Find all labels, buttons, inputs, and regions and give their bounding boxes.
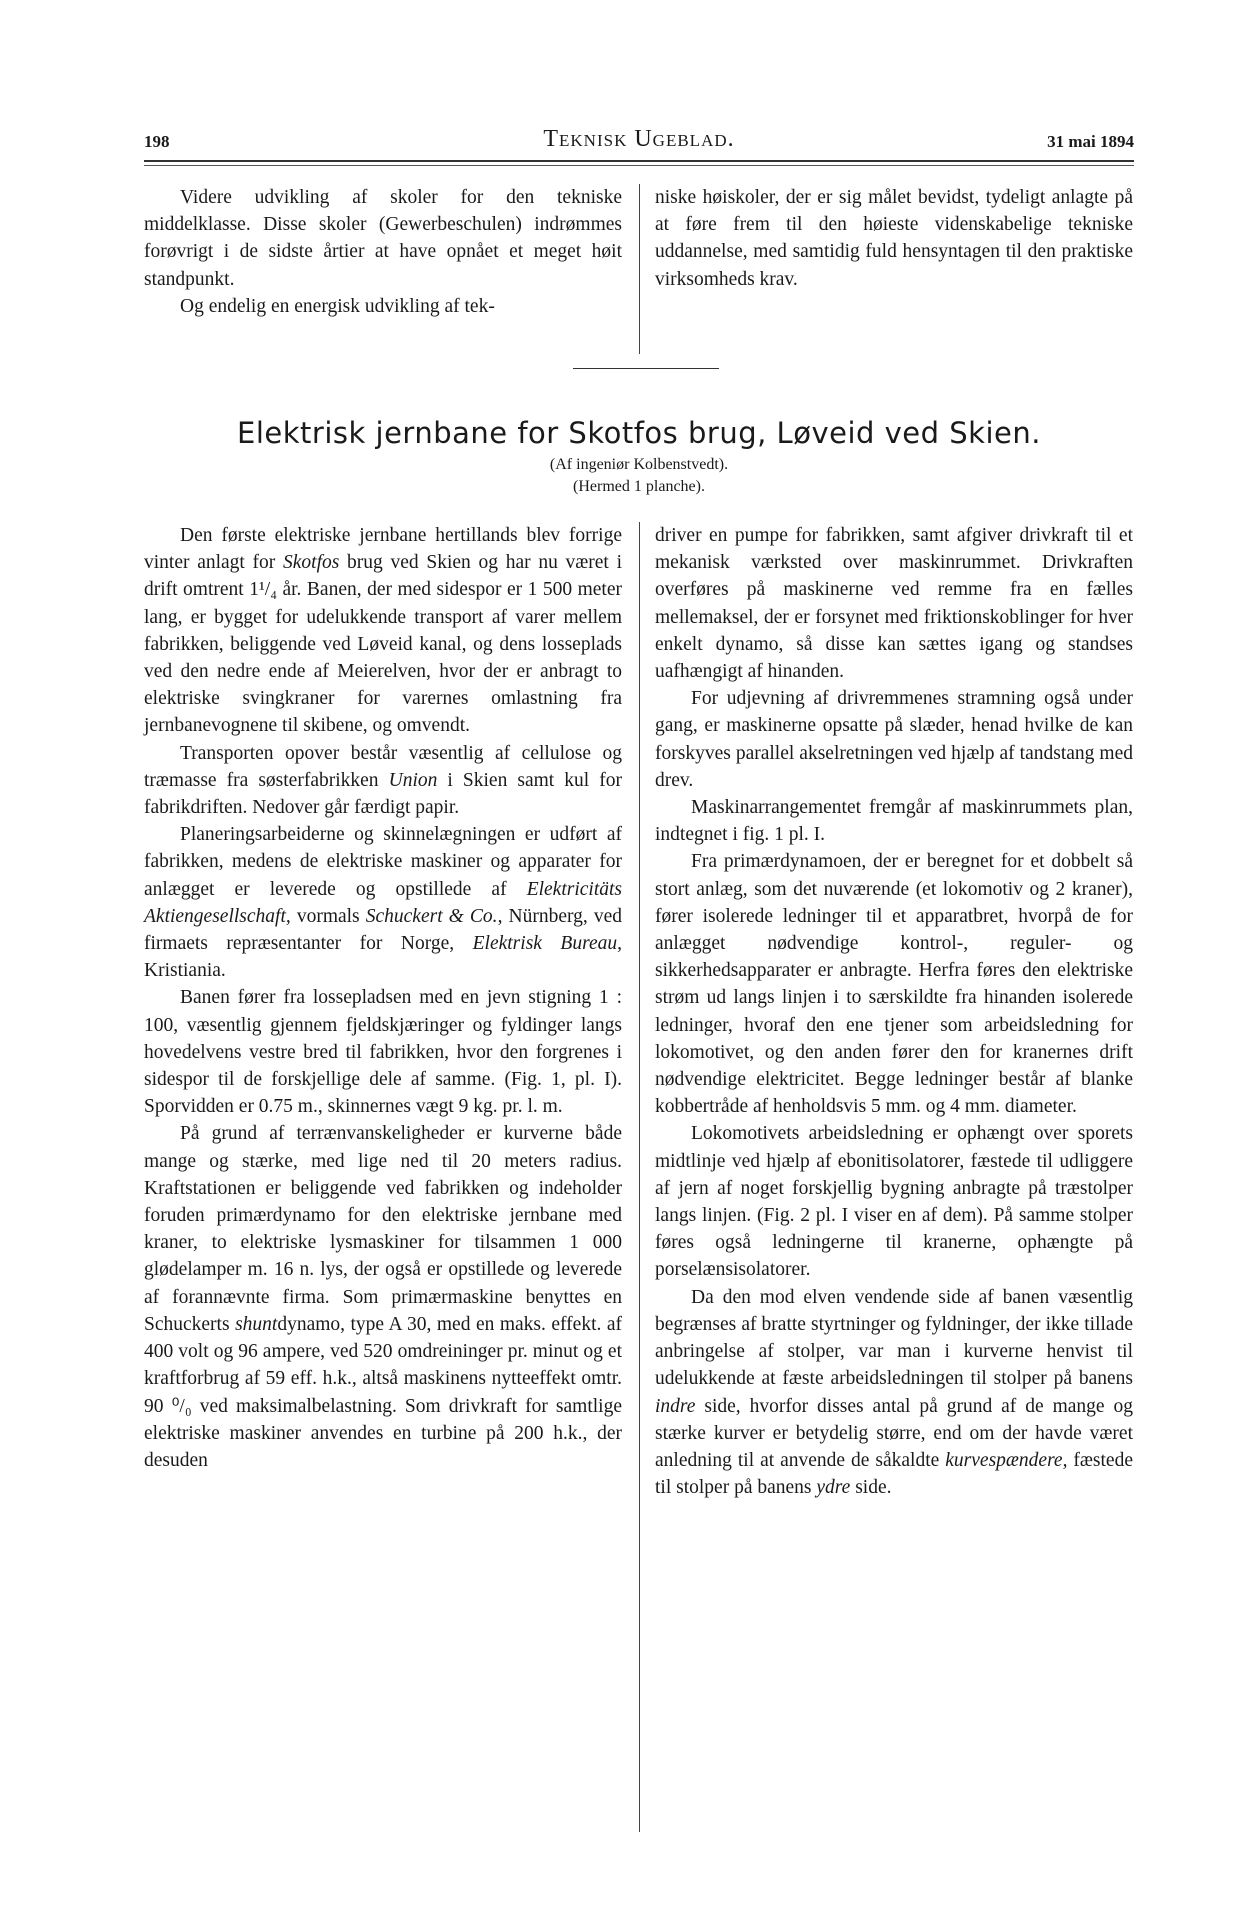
text-run: i Skien samt kul for fabrikdriften. Nedover går færdigt papir. [144,769,622,819]
header-rule [144,160,1134,166]
intro-left-column [144,184,622,320]
article-right-column [655,522,1133,1501]
page-number: 198 [144,132,170,151]
text-run: , Nürnberg, ved firmaets repræsentanter for Norge, [144,905,622,955]
article-paragraph [144,522,622,740]
article-paragraph: driver en pumpe for fabrikken, samt afgiver drivkraft til et mekanisk værksted over maskinrummet. Drivkraften overføres på maskinerne ved remme fra en fælles mellemaksel, der er forsynet med friktionskoblinger for hver enkelt dynamo, så disse kan sættes igang og standses uafhængigt af hinanden. [655,525,1133,683]
article-paragraph [655,1284,1133,1502]
article-paragraph: Lokomotivets arbeidsledning er ophængt over sporets midtlinje ved hjælp af ebonitisolatorer, fæstede til udliggere af jern af noget forskjellig bygning anbragte på træstolper langs linjen. (Fig. 2 pl. I viser en af dem). På samme stolper føres også ledningerne til kranerne, ophængte på porselænsisolatorer. [655,1123,1133,1281]
article-paragraph [144,740,622,822]
italic-run: Elektrisk Bureau, [472,933,622,955]
article-paragraph: Fra primærdynamoen, der er beregnet for et dobbelt så stort anlæg, som det nuværende (et lokomotiv og 2 kraner), fører isolerede ledninger til et apparatbret, hvorpå de for anlægget nødvendige kontrol-, reguler- og sikkerhedsapparater er anbragte. Herfra føres den elektriske strøm ud langs linjen i to særskildte fra hinanden isolerede ledninger, hvoraf den ene tjener som arbeidsledning for lokomotivet, og den anden fører den for kranernes drift nødvendige elektricitet. Begge ledninger består af blanke kobbertråde af henholdsvis 5 mm. og 4 mm. diameter. [655,851,1133,1118]
italic-run: indre [655,1395,696,1417]
article-paragraph [144,1120,622,1474]
plate-note: (Hermed 1 planche). [573,478,705,495]
page-header [144,126,1134,156]
text-run: vormals [290,905,366,927]
issue-date: 31 mai 1894 [1047,132,1134,151]
section-separator [573,368,719,369]
text-run: På grund af terrænvanskeligheder er kurverne både mange og stærke, med lige ned til 20 meters radius. Kraftstationen er beliggende ved fabrikken og indeholder foruden primærdynamo for den elektriske jernbane med kraner, to elektriske lysmaskiner for tilsammen 1 000 glødelamper m. 16 n. lys, der også er opstillede og leverede af forannævnte firma. Som primærmaskine benyttes en Schuckerts [144,1123,622,1335]
column-divider [639,184,640,354]
italic-run: shunt [235,1313,278,1335]
text-run: fæstede til stolper på banens [655,1449,1133,1499]
text-run: Planeringsarbeiderne og skinnelægningen er udført af fabrikken, medens de elektriske maskiner og apparater for anlægget er leverede og opstillede af [144,824,622,900]
article-paragraph: For udjevning af drivremmenes stramning også under gang, er maskinerne opsatte på slæder, henad hvilke de kan forskyves parallel akselretningen ved hjælp af tandstang med drev. [655,688,1133,791]
journal-title: Teknisk Ugeblad. [543,126,735,152]
text-run: side, hvorfor disses antal på grund af de mange og stærke kurver er betydelig større, end om der havde været anledning til at anvende de såkaldte [655,1395,1133,1471]
article-paragraph: Maskinarrangementet fremgår af maskinrummets plan, indtegnet i fig. 1 pl. I. [655,797,1133,846]
italic-run: Skotfos [283,552,340,574]
text-run: dynamo, type A 30, med en maks. effekt. af 400 volt og 96 ampere, ved 520 omdreininger pr. minut og et kraftforbrug af 59 eff. h.k., altså maskinens nytteeffekt omtr. 90 ⁰/₀ ved maksimalbelastning. Som drivkraft for samtlige elektriske maskiner anvendes en turbine på 200 h.k., der desuden [144,1313,622,1471]
intro-right-paragraph: niske høiskoler, der er sig målet bevidst, tydeligt anlagte på at føre frem til den høieste videnskabelige tekniske uddannelse, med samtidig fuld hensyntagen til den praktiske virksomheds krav. [655,187,1133,290]
intro-left-paragraph: Videre udvikling af skoler for den tekniske middelklasse. Disse skoler (Gewerbeschulen) indrømmes forøvrigt i de sidste årtier at have opnået et meget høit standpunkt. [144,187,622,290]
text-run: Transporten opover består væsentlig af cellulose og træmasse fra søsterfabrikken [144,742,622,791]
text-run: brug ved Skien og har nu været i drift omtrent 1¹/₄ år. Banen, der med sidespor er 1 500 meter lang, er bygget for udelukkende transport af varer mellem fabrikken, beliggende ved Løveid kanal, og dens losseplads ved den nedre ende af Meierelven, hvor der er anbragt to elektriske svingkraner for varernes omlastning fra jernbanevognene til skibene, og omvendt. [144,552,622,737]
intro-left-paragraph: Og endelig en energisk udvikling af tek- [180,295,495,317]
article-title: Elektrisk jernbane for Skotfos brug, Løveid ved Skien. [237,416,1041,450]
article-paragraph [144,821,622,984]
italic-run: Schuckert & Co. [365,905,498,927]
article-left-column [144,522,622,1474]
italic-run: kurvespændere, [945,1449,1068,1471]
italic-run: Elektricitäts Aktiengesellschaft, [144,878,622,927]
text-run: Den første elektriske jernbane hertillands blev forrige vinter anlagt for [144,525,622,574]
text-run: Kristiania. [144,960,226,982]
text-run: Da den mod elven vendende side af banen væsentlig begrænses af bratte styrtninger og fyldninger, der ikke tillade anbringelse af stolper, var man i kurverne henvist til udelukkende at fæste arbeidsledningen til stolper på banens [655,1286,1133,1390]
italic-run: Union [388,769,438,791]
intro-right-column [655,184,1133,293]
column-divider [639,522,640,1832]
italic-run: ydre [816,1477,851,1499]
text-run: side. [850,1477,892,1499]
article-byline: (Af ingeniør Kolbenstvedt). [549,456,729,473]
article-paragraph: Banen fører fra lossepladsen med en jevn stigning 1 : 100, væsentlig gjennem fjeldskjæringer og fyldinger langs hovedelvens vestre bred til fabrikken, hvor den forgrenes i sidespor til de forskjellige dele af samme. (Fig. 1, pl. I). Sporvidden er 0.75 m., skinnernes vægt 9 kg. pr. l. m. [144,987,622,1118]
